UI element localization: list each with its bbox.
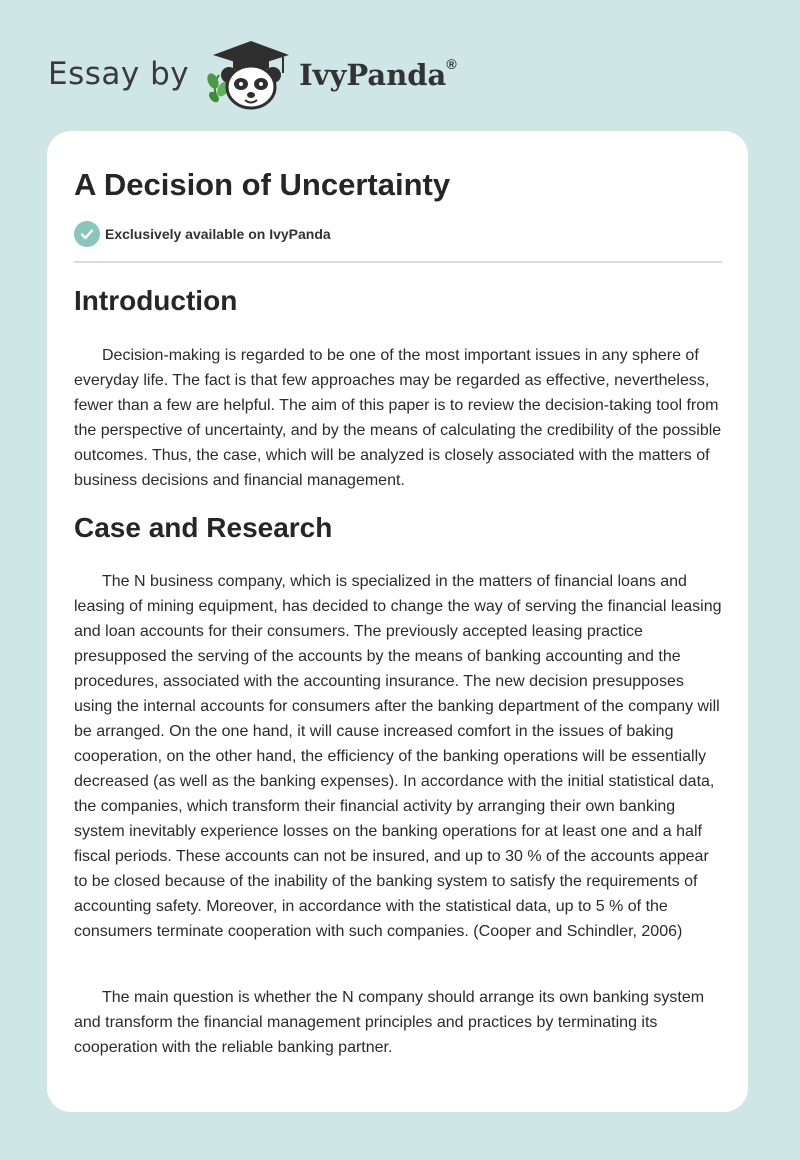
site-header [48,34,457,114]
ivypanda-logo-icon[interactable] [203,37,293,111]
check-icon [74,221,100,247]
section-heading-case-research: Case and Research [74,512,333,543]
paragraph-case-2: The main question is whether the N company should arrange its own banking system and transform the financial management principles and practices by terminating its cooperation with the reliable banking partner. [74,989,705,1056]
page-title: A Decision of Uncertainty [74,167,451,202]
exclusive-badge [74,221,331,247]
essay-card [47,131,748,1112]
exclusive-badge-label: Exclusively available on IvyPanda [105,226,331,242]
brand-name[interactable]: IvyPanda® [299,56,457,92]
essay-by-label: Essay by [48,56,190,92]
paragraph-introduction: Decision-making is regarded to be one of the most important issues in any sphere of everyday life. The fact is that few approaches may be regarded as effective, nevertheless, fewer than a few are helpful. The aim of this paper is to review the decision-taking tool from the perspective of uncertainty, and by the means of calculating the credibility of the possible outcomes. Thus, the case, which will be analyzed is closely associated with the matters of business decisions and financial management. [74,347,722,489]
paragraph-case-1: The N business company, which is specialized in the matters of financial loans and leasing of mining equipment, has decided to change the way of serving the financial leasing and loan accounts for their consumers. The previously accepted leasing practice presupposed the serving of the accounts by the means of banking accounting and the procedures, associated with the accounting insurance. The new decision presupposes using the internal accounts for consumers after the banking department of the company will be arranged. On the one hand, it will cause increased comfort in the issues of baking cooperation, on the other hand, the efficiency of the banking operations will be essentially decreased (as well as the banking expenses). In accordance with the initial statistical data, the companies, which transform their financial activity by arranging their own banking system inevitably experience losses on the banking operations for at least one and a half fiscal periods. These accounts can not be insured, and up to 30 % of the accounts appear to be closed because of the inability of the banking system to satisfy the requirements of accounting safety. Moreover, in accordance with the statistical data, up to 5 % of the consumers terminate cooperation with such companies. (Cooper and Schindler, 2006) [74,573,722,940]
section-heading-introduction: Introduction [74,285,238,316]
registered-mark: ® [446,56,457,72]
divider [74,261,722,263]
